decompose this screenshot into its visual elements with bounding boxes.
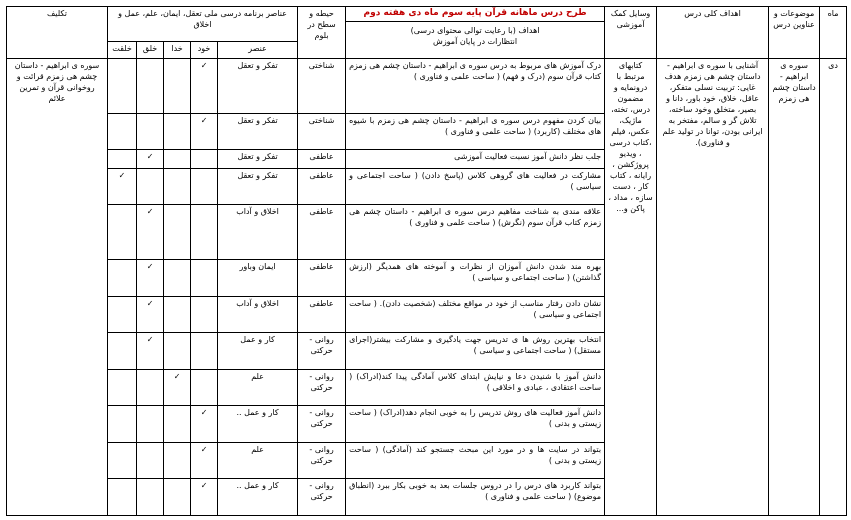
relation-check-cell: [164, 259, 191, 296]
relation-check-cell: [191, 296, 218, 333]
domain-cell: عاطفی: [298, 296, 346, 333]
element-cell: تفکر و تعقل: [218, 168, 298, 205]
relation-check-cell: [108, 296, 137, 333]
relation-check-cell: [137, 442, 164, 479]
header-aids: وسایل کمک آموزشی: [605, 7, 657, 59]
checkmark-icon: ✓: [200, 60, 208, 70]
checkmark-icon: ✓: [200, 444, 208, 454]
domain-cell: عاطفی: [298, 168, 346, 205]
header-elements: عناصر برنامه درسی ملی تعقل، ایمان، علم، عمل و اخلاق: [108, 7, 298, 42]
relation-check-cell: [164, 442, 191, 479]
month-cell: دی: [820, 58, 847, 515]
checkmark-icon: ✓: [146, 207, 154, 217]
domain-cell: عاطفی: [298, 259, 346, 296]
element-cell: ایمان وباور: [218, 259, 298, 296]
topic-cell: سوره ی ابراهیم - داستان چشم هی زمزم: [769, 58, 820, 515]
objective-cell: علاقه مندی به شناخت مفاهیم درس سوره ی ابراهیم - داستان چشم هی زمزم کتاب قرآن سوم (نگرش) ( ساحت علمی و فناوری ): [346, 205, 605, 260]
objective-cell: جلب نظر دانش آموز نسبت فعالیت آموزشی: [346, 150, 605, 168]
relation-check-cell: [137, 369, 164, 406]
checkmark-icon: ✓: [173, 371, 181, 381]
checkmark-icon: ✓: [146, 261, 154, 271]
relation-check-cell: [108, 150, 137, 168]
element-cell: علم: [218, 369, 298, 406]
header-rel-people: خلق: [137, 41, 164, 58]
element-cell: اخلاق و آداب: [218, 205, 298, 260]
checkmark-icon: ✓: [146, 152, 154, 162]
relation-check-cell: [164, 58, 191, 113]
objective-cell: بیان کردن مفهوم درس سوره ی ابراهیم - داستان چشم هی زمزم با شیوه های مختلف (کاربرد) ( ساحت علمی و فناوری ): [346, 113, 605, 150]
relation-check-cell: [137, 479, 164, 516]
relation-check-cell: [164, 406, 191, 443]
relation-check-cell: [108, 369, 137, 406]
relation-check-cell: [191, 479, 218, 516]
objective-cell: انتخاب بهترین روش ها ی تدریس جهت یادگیری و مشارکت بیشتر(اجرای مستقل) ( ساحت اجتماعی و سیاسی ): [346, 333, 605, 370]
domain-cell: روانی - حرکتی: [298, 369, 346, 406]
domain-cell: شناختی: [298, 58, 346, 113]
domain-cell: روانی - حرکتی: [298, 442, 346, 479]
relation-check-cell: [191, 58, 218, 113]
relation-check-cell: [191, 259, 218, 296]
relation-check-cell: [108, 442, 137, 479]
relation-check-cell: [191, 442, 218, 479]
header-element-col: عنصر: [218, 41, 298, 58]
header-month: ماه: [820, 7, 847, 59]
table-row: [7, 58, 847, 113]
header-topics: موضوعات و عناوین درس: [769, 7, 820, 59]
objective-cell: بتواند در سایت ها و در مورد این مبحث جستجو کند (آمادگی) ( ساحت زیستی و بدنی ): [346, 442, 605, 479]
header-domain: حیطه و سطح در بلوم: [298, 7, 346, 59]
objective-cell: نشان دادن رفتار مناسب از خود در مواقع مختلف (شخصیت دادن). ( ساحت اجتماعی و سیاسی ): [346, 296, 605, 333]
checkmark-icon: ✓: [200, 115, 208, 125]
relation-check-cell: [108, 333, 137, 370]
relation-check-cell: [108, 479, 137, 516]
relation-check-cell: [164, 113, 191, 150]
domain-cell: روانی - حرکتی: [298, 406, 346, 443]
element-cell: کار و عمل ..: [218, 479, 298, 516]
relation-check-cell: [108, 113, 137, 150]
relation-check-cell: [164, 479, 191, 516]
domain-cell: عاطفی: [298, 150, 346, 168]
relation-check-cell: [108, 259, 137, 296]
checkmark-icon: ✓: [200, 481, 208, 491]
relation-check-cell: [137, 113, 164, 150]
relation-check-cell: [191, 406, 218, 443]
relation-check-cell: [137, 296, 164, 333]
relation-check-cell: [164, 168, 191, 205]
element-cell: تفکر و تعقل: [218, 150, 298, 168]
header-general-goals: اهداف کلی درس: [657, 7, 769, 59]
header-rel-god: خدا: [164, 41, 191, 58]
element-cell: کار و عمل ..: [218, 406, 298, 443]
relation-check-cell: [164, 369, 191, 406]
relation-check-cell: [108, 406, 137, 443]
relation-check-cell: [164, 150, 191, 168]
element-cell: اخلاق و آداب: [218, 296, 298, 333]
objectives-subtitle-2: انتظارات در پایان آموزش: [433, 37, 518, 46]
header-rel-self: خود: [191, 41, 218, 58]
relation-check-cell: [108, 58, 137, 113]
relation-check-cell: [137, 168, 164, 205]
element-cell: علم: [218, 442, 298, 479]
domain-cell: شناختی: [298, 113, 346, 150]
relation-check-cell: [191, 205, 218, 260]
relation-check-cell: [137, 150, 164, 168]
relation-check-cell: [137, 58, 164, 113]
header-objectives: [346, 7, 605, 59]
relation-check-cell: [137, 333, 164, 370]
general-goal-cell: آشنایی با سوره ی ابراهیم - داستان چشم هی زمزم هدف غایی: تربیت نسلی متفکر، عاقل، خلاق، خود باور، دانا و بصیر، متخلق وخود ساخته، تلاش گر و سالم، مفتخر به ایرانی بودن، توانا در تولید علم و فناوری).: [657, 58, 769, 515]
objective-cell: دانش آموز با شنیدن دعا و نیایش ابتدای کلاس آمادگی پیدا کند(ادراک) ( ساحت اعتقادی ، عبادی و اخلاقی ): [346, 369, 605, 406]
lesson-plan-page: [6, 6, 846, 516]
relation-check-cell: [137, 406, 164, 443]
element-cell: تفکر و تعقل: [218, 58, 298, 113]
domain-cell: روانی - حرکتی: [298, 479, 346, 516]
domain-cell: عاطفی: [298, 205, 346, 260]
checkmark-icon: ✓: [118, 170, 126, 180]
relation-check-cell: [191, 333, 218, 370]
relation-check-cell: [164, 205, 191, 260]
page-title: طرح درس ماهانه قرآن پایه سوم ماه دی هفته دوم: [363, 8, 587, 18]
homework-cell: سوره ی ابراهیم - داستان چشم هی زمزم قرائت و روخوانی قرآن و تمرین علائم: [7, 58, 108, 515]
aids-cell: کتابهای مرتبط با درونمایه و مضمون درس، تخته، ماژیک، عکس، فیلم ،کتاب درسی ، ویدیو پروژکشن ، رایانه ، کتاب کار ، دست سازه ، مداد ، پاکن و...: [605, 58, 657, 515]
relation-check-cell: [191, 168, 218, 205]
element-cell: تفکر و تعقل: [218, 113, 298, 150]
relation-check-cell: [191, 113, 218, 150]
element-cell: کار و عمل: [218, 333, 298, 370]
objective-cell: درک آموزش های مربوط به درس سوره ی ابراهیم - داستان چشم هی زمزم کتاب قرآن سوم (درک و فهم) ( ساحت علمی و فناوری ): [346, 58, 605, 113]
objective-cell: بهره مند شدن دانش آموزان از نظرات و آموخته های همدیگر (ارزش گذاشتن) ( ساحت اجتماعی و سیاسی ): [346, 259, 605, 296]
header-rel-creation: خلقت: [108, 41, 137, 58]
relation-check-cell: [164, 296, 191, 333]
relation-check-cell: [137, 205, 164, 260]
domain-cell: روانی - حرکتی: [298, 333, 346, 370]
header-homework: تکلیف: [7, 7, 108, 59]
objective-cell: دانش آموز فعالیت های روش تدریس را به خوبی انجام دهد(ادراک) ( ساحت زیستی و بدنی ): [346, 406, 605, 443]
relation-check-cell: [137, 259, 164, 296]
relation-check-cell: [191, 369, 218, 406]
checkmark-icon: ✓: [200, 408, 208, 418]
relation-check-cell: [191, 150, 218, 168]
objectives-subtitle: اهداف (با رعایت توالی محتوای درسی): [346, 21, 604, 36]
header-row: [7, 7, 847, 42]
relation-check-cell: [164, 333, 191, 370]
relation-check-cell: [108, 205, 137, 260]
lesson-plan-table: [6, 6, 847, 516]
checkmark-icon: ✓: [146, 335, 154, 345]
relation-check-cell: [108, 168, 137, 205]
checkmark-icon: ✓: [146, 298, 154, 308]
objective-rows: [7, 58, 847, 515]
objective-cell: مشارکت در فعالیت های گروهی کلاس (پاسخ دادن) ( ساحت اجتماعی و سیاسی ): [346, 168, 605, 205]
objective-cell: بتواند کاربرد های درس را در دروس جلسات بعد به خوبی بکار ببرد (انطباق موضوع) ( ساحت علمی و فناوری ): [346, 479, 605, 516]
